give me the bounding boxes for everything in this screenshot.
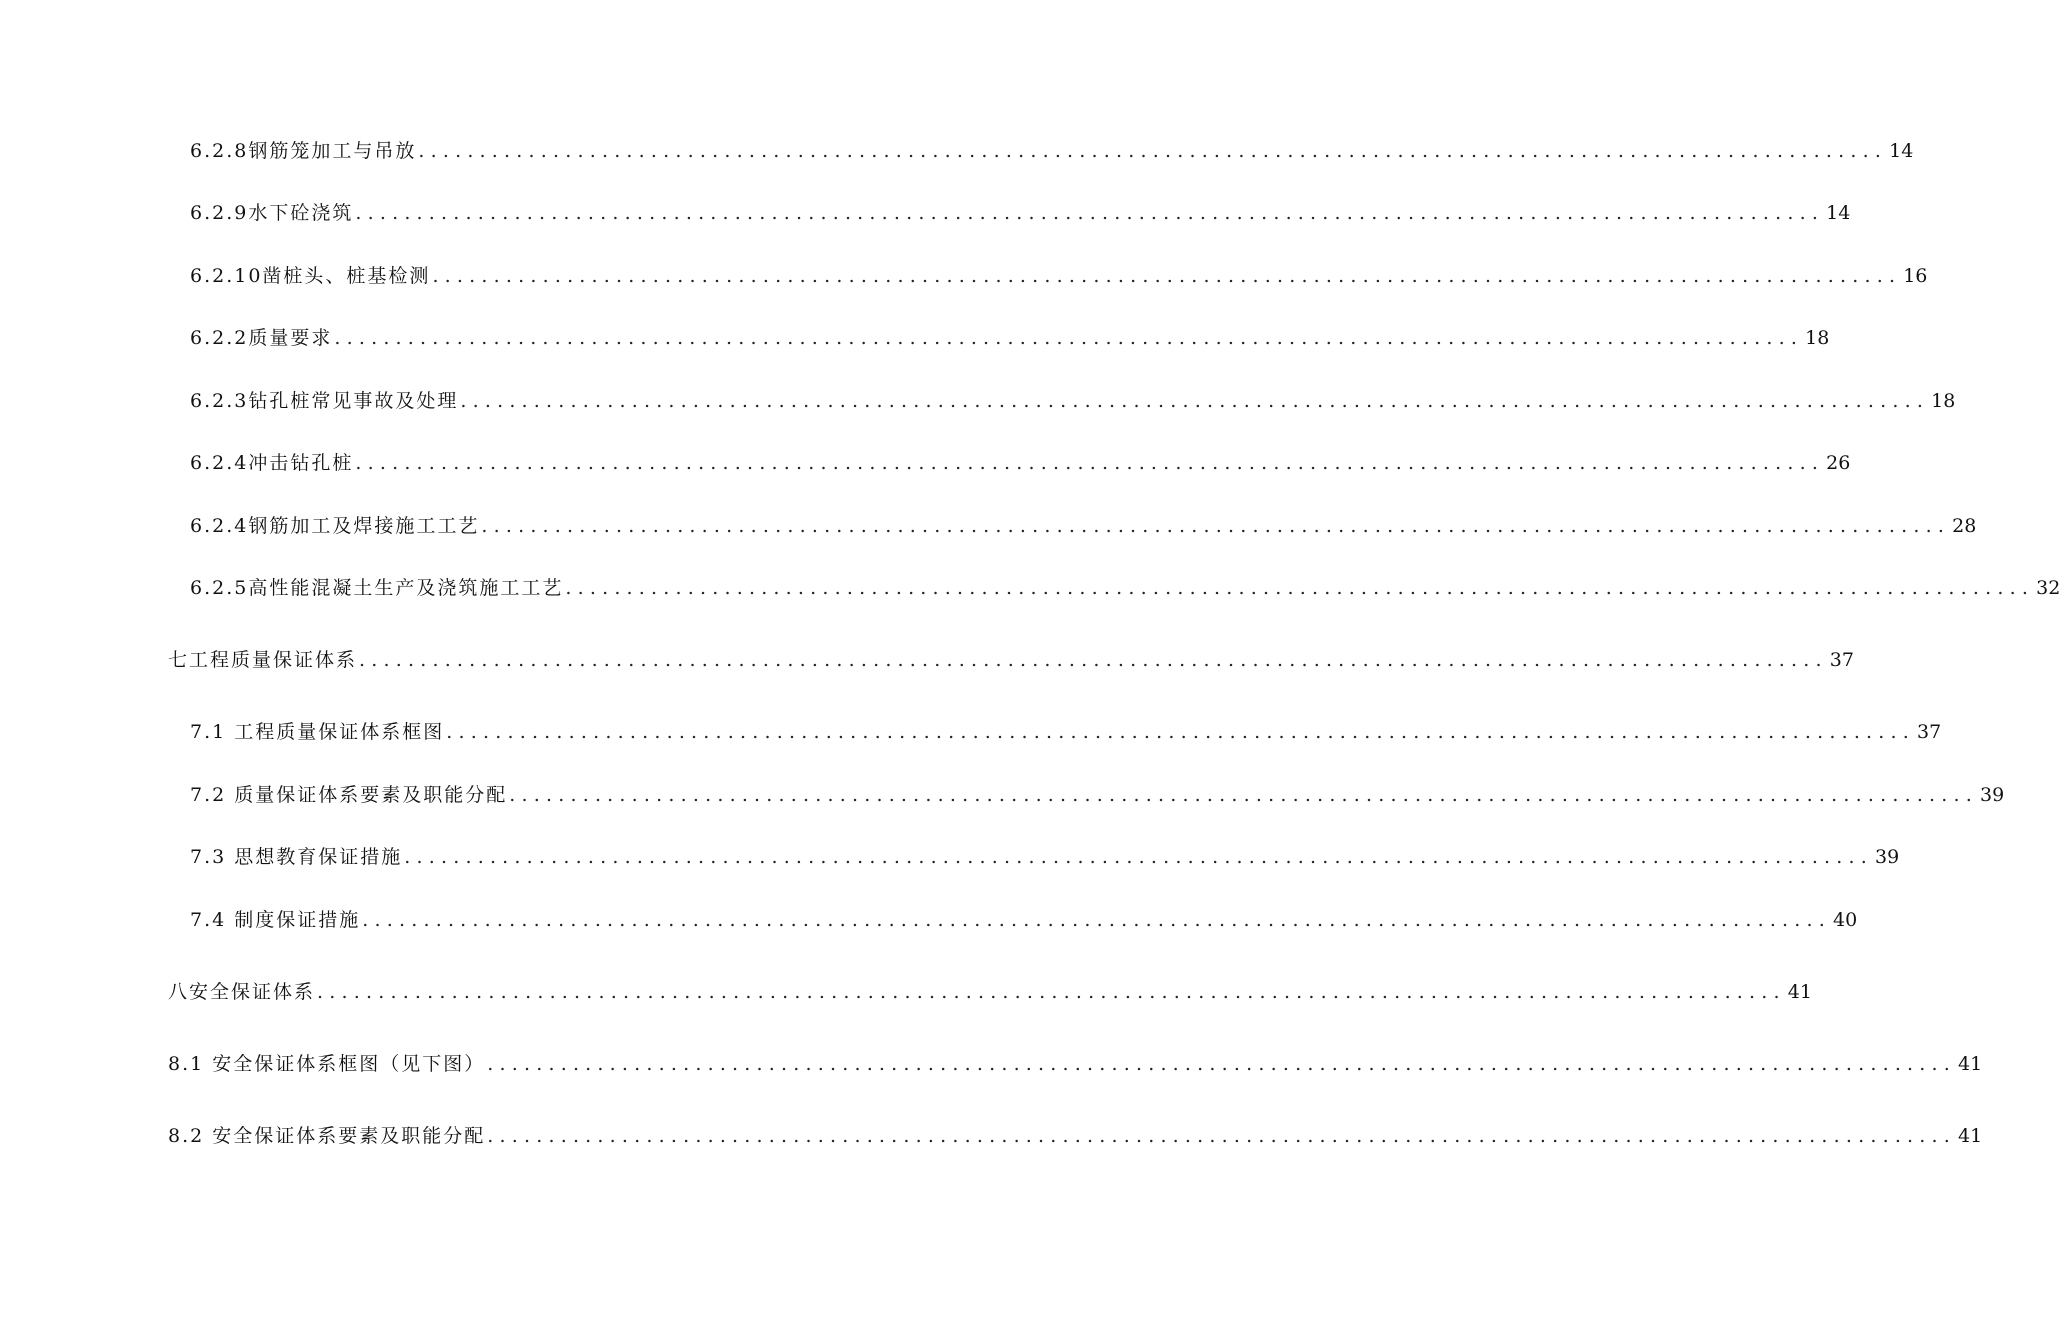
toc-leader-dots: ........................................................................................................................ xyxy=(317,981,1786,1003)
toc-entry-label: 6.2.4冲击钻孔桩 xyxy=(190,452,354,474)
toc-entry[interactable] xyxy=(190,448,1851,478)
toc-entry[interactable] xyxy=(190,136,1914,166)
toc-entry-label: 八安全保证体系 xyxy=(168,981,316,1003)
toc-entry-page: 14 xyxy=(1889,140,1914,162)
toc-leader-dots: ........................................................................................................................ xyxy=(446,721,1916,743)
toc-entry[interactable] xyxy=(190,261,1928,291)
toc-leader-dots: ........................................................................................................................ xyxy=(355,452,1825,474)
toc-entry-page: 32 xyxy=(2036,577,2060,599)
toc-entry-label: 6.2.9水下砼浇筑 xyxy=(190,202,354,224)
toc-entry-label: 6.2.5高性能混凝土生产及浇筑施工工艺 xyxy=(190,577,564,599)
toc-entry-page: 18 xyxy=(1805,327,1830,349)
toc-entry-page: 14 xyxy=(1826,202,1851,224)
toc-leader-dots: ........................................................................................................................ xyxy=(487,1125,1957,1147)
toc-entry-label: 6.2.2质量要求 xyxy=(190,327,333,349)
toc-entry-page: 39 xyxy=(1980,784,2005,806)
toc-chapter-entry[interactable] xyxy=(168,645,1854,675)
toc-entry-label: 6.2.4钢筋加工及焊接施工工艺 xyxy=(190,515,480,537)
toc-leader-dots: ........................................................................................................................ xyxy=(418,140,1888,162)
toc-entry-label: 8.2 安全保证体系要素及职能分配 xyxy=(168,1125,486,1147)
toc-entry-label: 6.2.10凿桩头、桩基检测 xyxy=(190,265,431,287)
toc-entry-page: 18 xyxy=(1931,390,1956,412)
toc-entry-page: 40 xyxy=(1833,909,1858,931)
toc-entry-label: 7.2 质量保证体系要素及职能分配 xyxy=(190,784,508,806)
toc-leader-dots: ........................................................................................................................ xyxy=(509,784,1979,806)
toc-entry-label: 6.2.8钢筋笼加工与吊放 xyxy=(190,140,417,162)
toc-leader-dots: ........................................................................................................................ xyxy=(487,1053,1957,1075)
toc-entry-page: 16 xyxy=(1903,265,1928,287)
toc-entry-page: 39 xyxy=(1875,846,1900,868)
toc-entry[interactable] xyxy=(190,511,1977,541)
toc-entry[interactable] xyxy=(190,198,1851,228)
toc-entry[interactable] xyxy=(190,717,1942,747)
toc-leader-dots: ........................................................................................................................ xyxy=(334,327,1804,349)
toc-leader-dots: ........................................................................................................................ xyxy=(432,265,1902,287)
toc-leader-dots: ........................................................................................................................ xyxy=(481,515,1951,537)
toc-leader-dots: ........................................................................................................................ xyxy=(355,202,1825,224)
toc-chapter-entry[interactable] xyxy=(168,977,1812,1007)
toc-entry-label: 7.3 思想教育保证措施 xyxy=(190,846,403,868)
toc-entry-label: 7.4 制度保证措施 xyxy=(190,909,361,931)
toc-entry[interactable] xyxy=(190,323,1830,353)
toc-entry-page: 41 xyxy=(1787,981,1812,1003)
toc-entry[interactable] xyxy=(190,573,2060,603)
toc-leader-dots: ........................................................................................................................ xyxy=(565,577,2035,599)
toc-entry-label: 8.1 安全保证体系框图（见下图） xyxy=(168,1053,486,1075)
toc-entry[interactable] xyxy=(190,905,1858,935)
toc-entry-label: 七工程质量保证体系 xyxy=(168,649,358,671)
toc-entry-page: 26 xyxy=(1826,452,1851,474)
toc-entry-page: 28 xyxy=(1952,515,1977,537)
toc-entry[interactable] xyxy=(168,1049,1983,1079)
toc-entry-page: 37 xyxy=(1829,649,1854,671)
toc-leader-dots: ........................................................................................................................ xyxy=(359,649,1828,671)
toc-entry-label: 7.1 工程质量保证体系框图 xyxy=(190,721,445,743)
toc-entry[interactable] xyxy=(190,842,1900,872)
toc-leader-dots: ........................................................................................................................ xyxy=(404,846,1874,868)
toc-entry-page: 41 xyxy=(1958,1053,1983,1075)
toc-entry[interactable] xyxy=(190,780,2005,810)
toc-leader-dots: ........................................................................................................................ xyxy=(460,390,1930,412)
toc-entry[interactable] xyxy=(190,386,1956,416)
toc-entry[interactable] xyxy=(168,1121,1983,1151)
toc-entry-label: 6.2.3钻孔桩常见事故及处理 xyxy=(190,390,459,412)
toc-leader-dots: ........................................................................................................................ xyxy=(362,909,1832,931)
toc-entry-page: 37 xyxy=(1917,721,1942,743)
toc-entry-page: 41 xyxy=(1958,1125,1983,1147)
